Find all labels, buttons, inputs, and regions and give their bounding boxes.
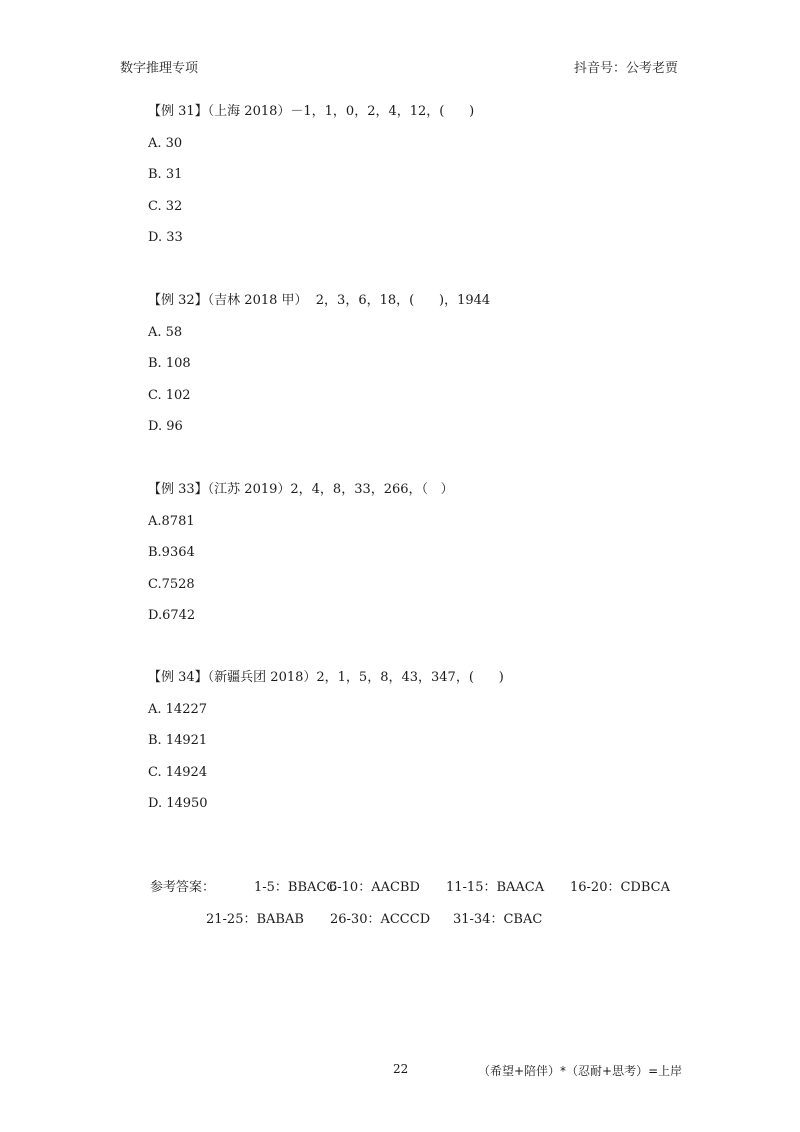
answer-row [150,880,670,896]
header-title: 数字推理专项 [120,61,199,76]
option-c: C. 32 [148,198,183,214]
option-a: A. 30 [148,135,183,151]
option-b: B. 108 [148,356,191,371]
option-a: A. 14227 [148,701,208,717]
option-b: B.9364 [148,545,195,560]
answer-group: 1-5：BBACC [254,880,337,895]
answer-group: 21-25：BABAB [206,912,304,927]
option-d: D. 96 [148,419,183,434]
option-a: A.8781 [148,513,195,529]
question-stem: 【例 34】（新疆兵团 2018）2，1，5，8，43，347，( ) [148,670,504,685]
option-a: A. 58 [148,324,183,340]
answer-group: 31-34：CBAC [453,912,543,927]
question-31 [148,104,474,246]
option-d: D.6742 [148,608,196,623]
option-c: C. 102 [148,387,191,403]
option-d: D. 33 [148,230,183,245]
question-stem: 【例 31】（上海 2018）－1，1，0，2，4，12，( ) [148,104,475,119]
option-d: D. 14950 [148,796,208,811]
question-stem: 【例 33】（江苏 2019）2，4，8，33，266，（ ） [148,482,454,497]
header-account: 抖音号：公考老贾 [573,61,678,76]
page-number: 22 [393,1062,409,1076]
question-34 [148,670,504,812]
answer-group: 6-10：AACBD [329,880,420,895]
answer-group: 11-15：BAACA [446,880,545,895]
footer-motto: （希望+陪伴）*（忍耐+思考）=上岸 [478,1064,683,1078]
answer-row [150,912,543,928]
option-c: C.7528 [148,576,195,592]
question-stem: 【例 32】（吉林 2018 甲） 2，3，6，18，( )，1944 [148,293,491,308]
option-b: B. 14921 [148,733,208,748]
option-b: B. 31 [148,167,183,182]
answer-label: 参考答案： [150,880,216,895]
option-c: C. 14924 [148,764,208,780]
answer-group: 26-30：ACCCD [330,912,431,927]
answer-group: 16-20：CDBCA [570,880,670,895]
question-32 [148,293,490,435]
answer-key [150,880,670,928]
question-33 [148,482,453,624]
